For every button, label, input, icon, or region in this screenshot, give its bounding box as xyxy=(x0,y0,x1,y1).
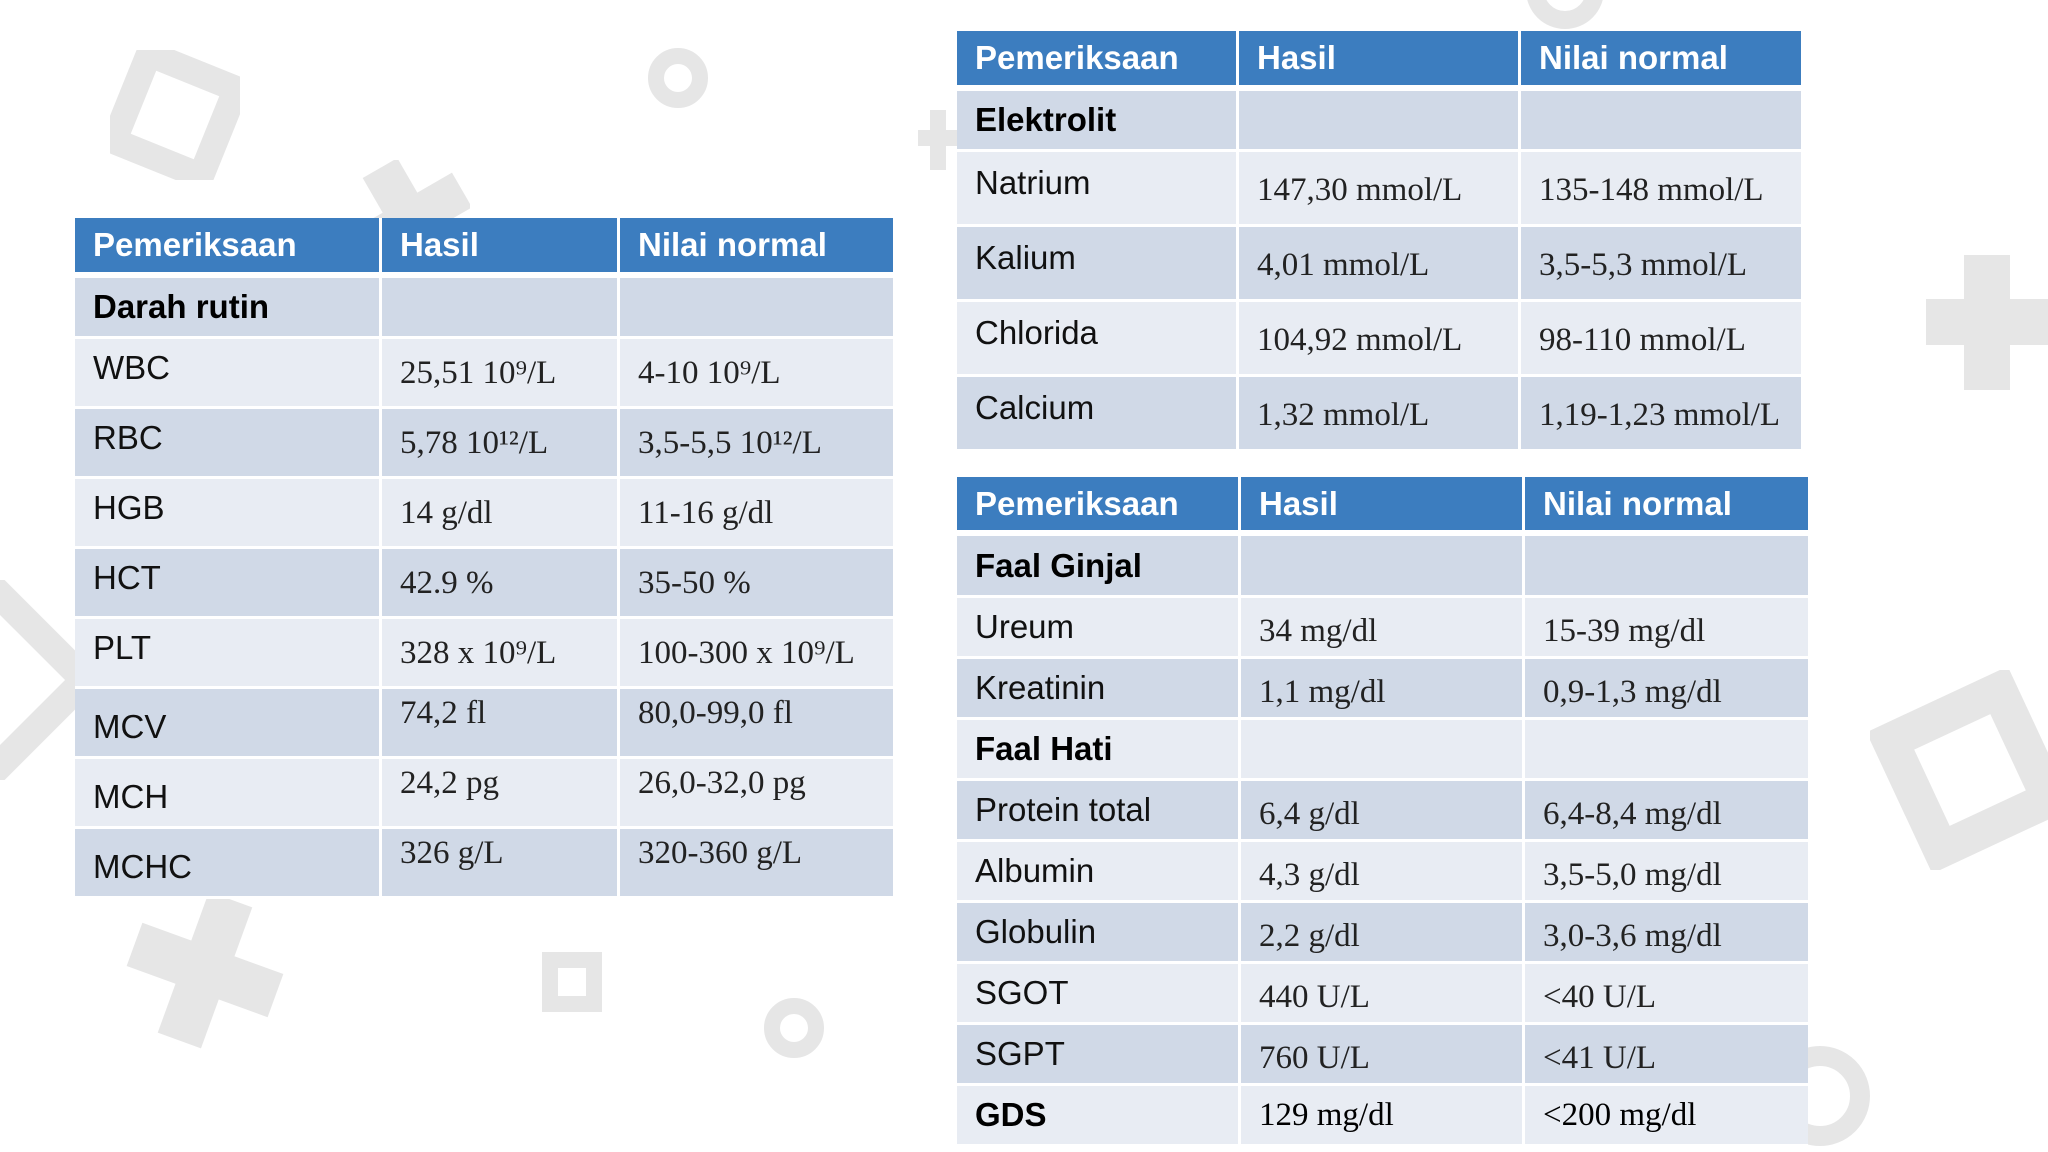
row-result: 104,92 mmol/L xyxy=(1239,302,1521,377)
row-name: MCH xyxy=(75,759,382,829)
row-name: GDS xyxy=(957,1086,1241,1147)
row-result: 326 g/L xyxy=(382,829,620,899)
row-name: Kalium xyxy=(957,227,1239,302)
row-normal: 11-16 g/dl xyxy=(620,479,893,549)
row-result: 6,4 g/dl xyxy=(1241,781,1525,842)
table-row xyxy=(957,227,1801,302)
row-result: 24,2 pg xyxy=(382,759,620,829)
row-result: 440 U/L xyxy=(1241,964,1525,1025)
decor-square-shape xyxy=(110,50,240,180)
row-result: 147,30 mmol/L xyxy=(1239,152,1521,227)
row-name: RBC xyxy=(75,409,382,479)
row-normal: 6,4-8,4 mg/dl xyxy=(1525,781,1808,842)
electrolyte-table xyxy=(957,31,1801,452)
row-normal: 3,5-5,5 10¹²/L xyxy=(620,409,893,479)
section-row-darah-rutin xyxy=(75,278,893,339)
header-hasil: Hasil xyxy=(1239,31,1521,91)
table-row xyxy=(957,377,1801,452)
section-row-faal-ginjal xyxy=(957,536,1808,598)
table-header-row xyxy=(957,477,1808,536)
row-name: SGOT xyxy=(957,964,1241,1025)
decor-ring-shape xyxy=(1800,1040,1880,1152)
table-row xyxy=(957,842,1808,903)
decor-ring-shape xyxy=(1520,0,1610,30)
row-normal: 35-50 % xyxy=(620,549,893,619)
table-row xyxy=(957,1086,1808,1147)
table-row xyxy=(957,964,1808,1025)
row-name: HGB xyxy=(75,479,382,549)
row-result: 760 U/L xyxy=(1241,1025,1525,1086)
row-normal: 0,9-1,3 mg/dl xyxy=(1525,659,1808,720)
row-name: MCV xyxy=(75,689,382,759)
row-normal: 4-10 10⁹/L xyxy=(620,339,893,409)
row-name: Globulin xyxy=(957,903,1241,964)
row-name: Calcium xyxy=(957,377,1239,452)
row-name: Kreatinin xyxy=(957,659,1241,720)
table-header-row xyxy=(957,31,1801,91)
row-name: Natrium xyxy=(957,152,1239,227)
section-label: Faal Hati xyxy=(957,720,1241,781)
header-nilai-normal: Nilai normal xyxy=(1521,31,1801,91)
row-name: Protein total xyxy=(957,781,1241,842)
header-nilai-normal: Nilai normal xyxy=(1525,477,1808,536)
section-label: Darah rutin xyxy=(75,278,382,339)
table-row xyxy=(957,152,1801,227)
row-normal: <40 U/L xyxy=(1525,964,1808,1025)
row-name: WBC xyxy=(75,339,382,409)
row-name: Albumin xyxy=(957,842,1241,903)
row-name: Ureum xyxy=(957,598,1241,659)
section-row-elektrolit xyxy=(957,91,1801,152)
decor-square-shape xyxy=(1870,670,2048,870)
row-result: 1,32 mmol/L xyxy=(1239,377,1521,452)
row-name: HCT xyxy=(75,549,382,619)
table-row xyxy=(957,1025,1808,1086)
table-row xyxy=(75,549,893,619)
row-normal: 3,5-5,3 mmol/L xyxy=(1521,227,1801,302)
row-normal: 135-148 mmol/L xyxy=(1521,152,1801,227)
table-row xyxy=(75,829,893,899)
row-result: 4,3 g/dl xyxy=(1241,842,1525,903)
table-row xyxy=(957,302,1801,377)
decor-ring-shape xyxy=(762,996,826,1060)
row-name: MCHC xyxy=(75,829,382,899)
table-row xyxy=(75,689,893,759)
row-name: Chlorida xyxy=(957,302,1239,377)
table-row xyxy=(957,598,1808,659)
row-result: 129 mg/dl xyxy=(1241,1086,1525,1147)
section-label: Elektrolit xyxy=(957,91,1239,152)
row-result: 74,2 fl xyxy=(382,689,620,759)
header-pemeriksaan: Pemeriksaan xyxy=(957,31,1239,91)
row-result: 4,01 mmol/L xyxy=(1239,227,1521,302)
table-row xyxy=(75,619,893,689)
row-normal: 80,0-99,0 fl xyxy=(620,689,893,759)
table-row xyxy=(957,781,1808,842)
table-row xyxy=(75,409,893,479)
row-normal: 3,0-3,6 mg/dl xyxy=(1525,903,1808,964)
table-header-row xyxy=(75,218,893,278)
header-nilai-normal: Nilai normal xyxy=(620,218,893,278)
section-label: Faal Ginjal xyxy=(957,536,1241,598)
decor-cross-shape xyxy=(350,160,470,220)
row-normal: <200 mg/dl xyxy=(1525,1086,1808,1147)
header-pemeriksaan: Pemeriksaan xyxy=(75,218,382,278)
row-name: SGPT xyxy=(957,1025,1241,1086)
table-row xyxy=(75,759,893,829)
row-normal: 320-360 g/L xyxy=(620,829,893,899)
row-normal: 26,0-32,0 pg xyxy=(620,759,893,829)
row-result: 2,2 g/dl xyxy=(1241,903,1525,964)
blood-test-table xyxy=(75,218,893,899)
header-hasil: Hasil xyxy=(1241,477,1525,536)
decor-cross-shape xyxy=(1926,255,2048,390)
header-hasil: Hasil xyxy=(382,218,620,278)
decor-cross-shape xyxy=(120,890,290,1050)
section-row-faal-hati xyxy=(957,720,1808,781)
row-result: 5,78 10¹²/L xyxy=(382,409,620,479)
row-result: 42.9 % xyxy=(382,549,620,619)
row-result: 34 mg/dl xyxy=(1241,598,1525,659)
row-normal: 98-110 mmol/L xyxy=(1521,302,1801,377)
decor-diamond-shape xyxy=(0,580,80,780)
row-result: 14 g/dl xyxy=(382,479,620,549)
row-normal: 100-300 x 10⁹/L xyxy=(620,619,893,689)
row-name: PLT xyxy=(75,619,382,689)
table-row xyxy=(75,479,893,549)
table-row xyxy=(957,903,1808,964)
row-normal: 15-39 mg/dl xyxy=(1525,598,1808,659)
table-row xyxy=(75,339,893,409)
header-pemeriksaan: Pemeriksaan xyxy=(957,477,1241,536)
row-normal: 1,19-1,23 mmol/L xyxy=(1521,377,1801,452)
row-result: 328 x 10⁹/L xyxy=(382,619,620,689)
row-result: 25,51 10⁹/L xyxy=(382,339,620,409)
decor-ring-shape xyxy=(646,46,710,110)
row-normal: 3,5-5,0 mg/dl xyxy=(1525,842,1808,903)
decor-cross-shape xyxy=(918,110,958,170)
row-result: 1,1 mg/dl xyxy=(1241,659,1525,720)
table-row xyxy=(957,659,1808,720)
decor-square-shape xyxy=(542,952,602,1012)
organ-function-table xyxy=(957,477,1808,1147)
row-normal: <41 U/L xyxy=(1525,1025,1808,1086)
